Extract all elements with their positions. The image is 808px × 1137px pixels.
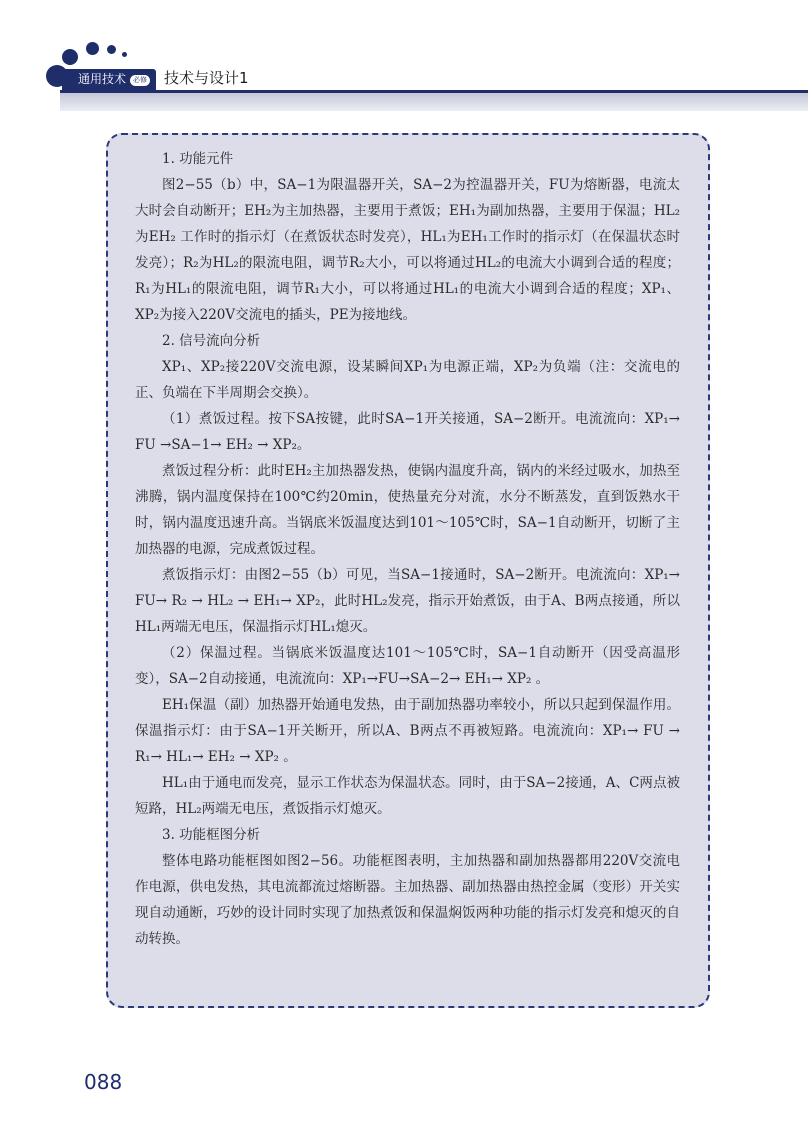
page-number: 088 bbox=[84, 1070, 123, 1094]
paragraph: （1）煮饭过程。按下SA按键，此时SA−1开关接通，SA−2断开。电流流向：XP₁→ FU →SA−1→ EH₂ → XP₂。 bbox=[135, 411, 680, 453]
section-heading-2: 2. 信号流向分析 bbox=[162, 333, 261, 349]
paragraph: EH₁保温（副）加热器开始通电发热，由于副加热器功率较小，所以只起到保温作用。 保温指示灯：由于SA−1开关断开，所以A、B两点不再被短路。电流流向：XP₁→ FU → R₁→ HL₁→ EH₂ → XP₂ 。 bbox=[135, 697, 680, 765]
required-badge: 必修 bbox=[130, 75, 150, 86]
header-dot-small bbox=[107, 45, 116, 54]
paragraph: XP₁、XP₂接220V交流电源，设某瞬间XP₁为电源正端，XP₂为负端（注：交流电的正、负端在下半周期会交换）。 bbox=[135, 359, 680, 401]
series-label: 通用技术 bbox=[78, 72, 127, 86]
book-title: 技术与设计1 bbox=[164, 69, 249, 87]
paragraph: 煮饭过程分析：此时EH₂主加热器发热，使锅内温度升高，锅内的米经过吸水，加热至沸腾，锅内温度保持在100℃约20min，使热量充分对流，水分不断蒸发，直到饭熟水干时，锅内温度迅速升高。当锅底米饭温度达到101～105℃时，SA−1自动断开，切断了主加热器的电源，完成煮饭过程。 bbox=[135, 463, 680, 557]
header-rule bbox=[60, 90, 808, 93]
section-heading-1: 1. 功能元件 bbox=[162, 151, 234, 167]
content-text bbox=[135, 146, 680, 952]
section-heading-3: 3. 功能框图分析 bbox=[162, 827, 261, 843]
paragraph: 整体电路功能框图如图2−56。功能框图表明，主加热器和副加热器都用220V交流电作电源，供电发热，其电流都流过熔断器。主加热器、副加热器由热控金属（变形）开关实现自动通断，巧妙的设计同时实现了加热煮饭和保温焖饭两种功能的指示灯发亮和熄灭的自动转换。 bbox=[135, 853, 680, 947]
header-dot-medium bbox=[62, 49, 78, 65]
header-dot-tiny bbox=[122, 52, 127, 57]
paragraph: （2）保温过程。当锅底米饭温度达101～105℃时，SA−1自动断开（因受高温形变），SA−2自动接通，电流流向：XP₁→FU→SA−2→ EH₁→ XP₂ 。 bbox=[135, 645, 680, 687]
paragraph: 图2−55（b）中，SA−1为限温器开关，SA−2为控温器开关，FU为熔断器，电流太大时会自动断开；EH₂为主加热器，主要用于煮饭；EH₁为副加热器，主要用于保温；HL₂为EH₂ 工作时的指示灯（在煮饭状态时发亮），HL₁为EH₁工作时的指示灯（在保温状态时发亮）；R₂为HL₂的限流电阻，调节R₂大小，可以将通过HL₂的电流大小调到合适的程度；R₁为HL₁的限流电阻，调节R₁大小，可以将通过HL₁的电流大小调到合适的程度；XP₁、XP₂为接入220V交流电的插头，PE为接地线。 bbox=[135, 177, 680, 323]
header-band bbox=[60, 93, 808, 111]
paragraph: 煮饭指示灯：由图2−55（b）可见，当SA−1接通时，SA−2断开。电流流向：XP₁→ FU→ R₂ → HL₂ → EH₁→ XP₂，此时HL₂发亮，指示开始煮饭，由于A、B两点接通，所以HL₁两端无电压，保温指示灯HL₁熄灭。 bbox=[135, 567, 680, 635]
paragraph: HL₁由于通电而发亮，显示工作状态为保温状态。同时，由于SA−2接通，A、C两点被短路，HL₂两端无电压，煮饭指示灯熄灭。 bbox=[135, 775, 680, 817]
header-dot-medium-2 bbox=[86, 42, 99, 55]
series-tab bbox=[62, 69, 156, 90]
